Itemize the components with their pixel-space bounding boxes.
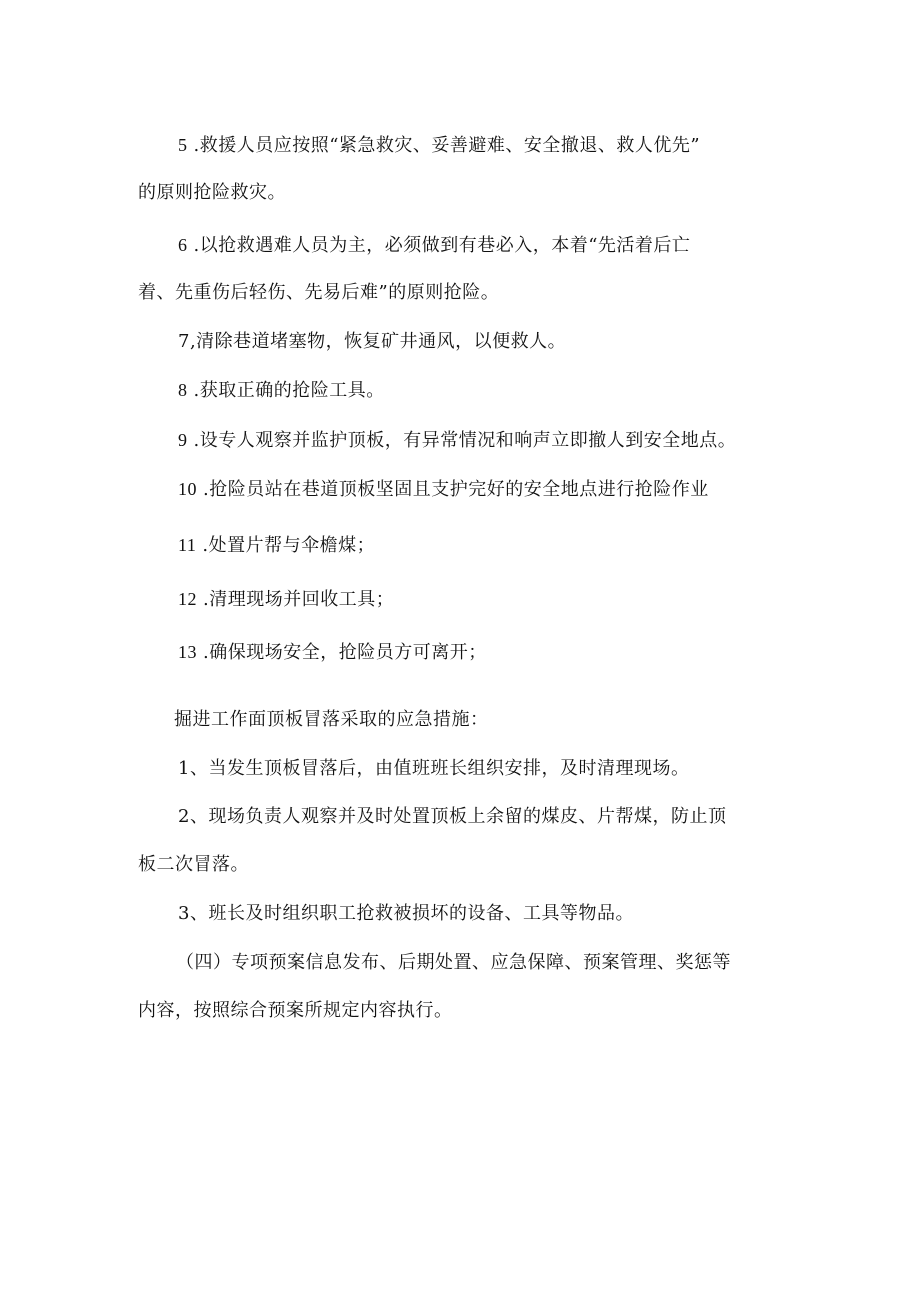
item-9-line (178, 428, 736, 453)
measure-2-line-2: 板二次冒落。 (138, 854, 249, 875)
item-5-line-1 (178, 133, 700, 158)
item-5-number: 5 (178, 135, 188, 155)
measure-1-line: 1、当发生顶板冒落后，由值班班长组织安排，及时清理现场。 (178, 758, 690, 779)
section-heading: 掘进工作面顶板冒落采取的应急措施： (174, 709, 489, 730)
item-7-line: 7,清除巷道堵塞物，恢复矿井通风，以便救人。 (178, 331, 567, 352)
item-6-text: .以抢救遇难人员为主，必须做到有巷必入，本着“先活着后亡 (193, 235, 691, 256)
item-11-text: .处置片帮与伞檐煤； (202, 535, 376, 556)
closing-line-1: （四）专项预案信息发布、后期处置、应急保障、预案管理、奖惩等 (176, 952, 731, 973)
item-13-line (178, 640, 487, 665)
measure-2-line-1: 2、现场负责人观察并及时处置顶板上余留的煤皮、片帮煤，防止顶 (178, 806, 727, 827)
item-11-number: 11 (178, 535, 197, 555)
item-10-text: .抢险员站在巷道顶板坚固且支护完好的安全地点进行抢险作业 (203, 479, 709, 500)
item-9-text: .设专人观察并监护顶板，有异常情况和响声立即撤人到安全地点。 (193, 430, 737, 451)
item-10-number: 10 (178, 479, 197, 499)
item-13-number: 13 (178, 642, 197, 662)
item-9-number: 9 (178, 430, 188, 450)
item-8-number: 8 (178, 380, 188, 400)
item-6-line-2: 着、先重伤后轻伤、先易后难”的原则抢险。 (138, 282, 500, 303)
item-10-line (178, 477, 709, 502)
measure-3-line: 3、班长及时组织职工抢救被损坏的设备、工具等物品。 (178, 903, 634, 924)
item-5-line-2: 的原则抢险救灾。 (138, 182, 286, 203)
item-6-number: 6 (178, 235, 188, 255)
item-12-text: .清理现场并回收工具； (203, 589, 395, 610)
closing-line-2: 内容，按照综合预案所规定内容执行。 (138, 1000, 453, 1021)
item-5-text: .救援人员应按照“紧急救灾、妥善避难、安全撤退、救人优先” (193, 135, 701, 156)
item-11-line (178, 533, 375, 558)
item-12-line (178, 587, 394, 612)
item-6-line-1 (178, 233, 690, 258)
item-8-text: .获取正确的抢险工具。 (193, 380, 385, 401)
item-8-line (178, 378, 385, 403)
item-13-text: .确保现场安全，抢险员方可离开； (203, 642, 487, 663)
item-12-number: 12 (178, 589, 197, 609)
